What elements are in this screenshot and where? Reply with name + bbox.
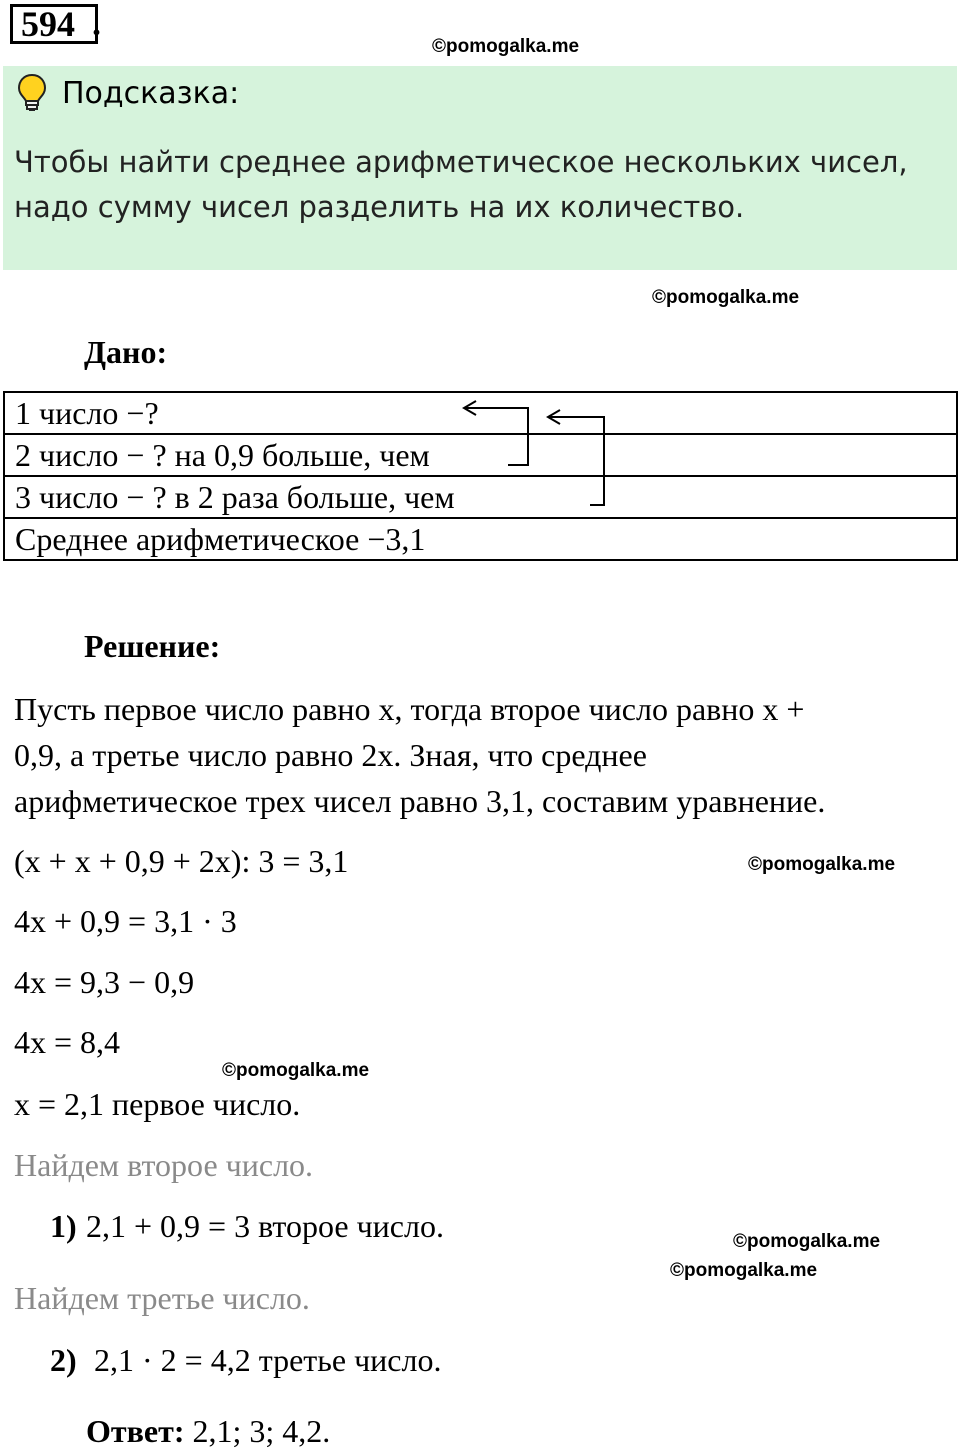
step-2: 2,1 · 2 = 4,2 третье число. (94, 1342, 442, 1378)
watermark: ©pomogalka.me (652, 287, 800, 308)
find-second-label: Найдем второе число. (14, 1147, 314, 1183)
given-cell: 1 число −? (4, 392, 957, 434)
hint-text (14, 140, 944, 230)
equation: 4x + 0,9 = 3,1 · 3 (14, 903, 237, 939)
step-1: 2,1 + 0,9 = 3 второе число. (86, 1208, 444, 1244)
solution-heading: Решение: (84, 628, 221, 664)
solution-line: Пусть первое число равно x, тогда второе число равно x + (14, 691, 805, 727)
equation: x = 2,1 первое число. (14, 1086, 301, 1122)
watermark: ©pomogalka.me (222, 1060, 370, 1081)
solution-paragraph (14, 686, 825, 824)
given-cell: Среднее арифметическое −3,1 (4, 518, 957, 560)
solution-line: арифметическое трех чисел равно 3,1, составим уравнение. (14, 783, 826, 819)
arrow-third-to-first (548, 417, 604, 505)
lightbulb-icon (16, 73, 48, 113)
given-cell: 3 число − ? в 2 раза больше, чем (4, 476, 957, 518)
equation: 4x = 8,4 (14, 1024, 121, 1060)
step-number: 1) (50, 1208, 77, 1244)
hint-title: Подсказка: (62, 76, 240, 111)
equation: (x + x + 0,9 + 2x): 3 = 3,1 (14, 843, 349, 879)
hint-line: Чтобы найти среднее арифметическое нескольких чисел, (14, 145, 908, 179)
task-number: 594 (10, 4, 98, 44)
watermark: ©pomogalka.me (748, 854, 896, 875)
relation-arrows (0, 391, 960, 563)
answer (86, 1408, 330, 1454)
step-number: 2) (50, 1342, 77, 1378)
answer-value: 2,1; 3; 4,2. (192, 1413, 331, 1449)
solution-line: 0,9, а третье число равно 2x. Зная, что среднее (14, 737, 647, 773)
watermark: ©pomogalka.me (432, 36, 580, 57)
arrow-second-to-first (464, 408, 528, 465)
task-number-dot: . (92, 3, 101, 43)
equation: 4x = 9,3 − 0,9 (14, 964, 195, 1000)
watermark: ©pomogalka.me (670, 1260, 818, 1281)
find-third-label: Найдем третье число. (14, 1280, 310, 1316)
hint-line: надо сумму чисел разделить на их количество. (14, 190, 745, 224)
answer-label: Ответ: (86, 1413, 185, 1449)
given-heading: Дано: (84, 334, 168, 370)
given-cell: 2 число − ? на 0,9 больше, чем (4, 434, 957, 476)
watermark: ©pomogalka.me (733, 1231, 881, 1252)
